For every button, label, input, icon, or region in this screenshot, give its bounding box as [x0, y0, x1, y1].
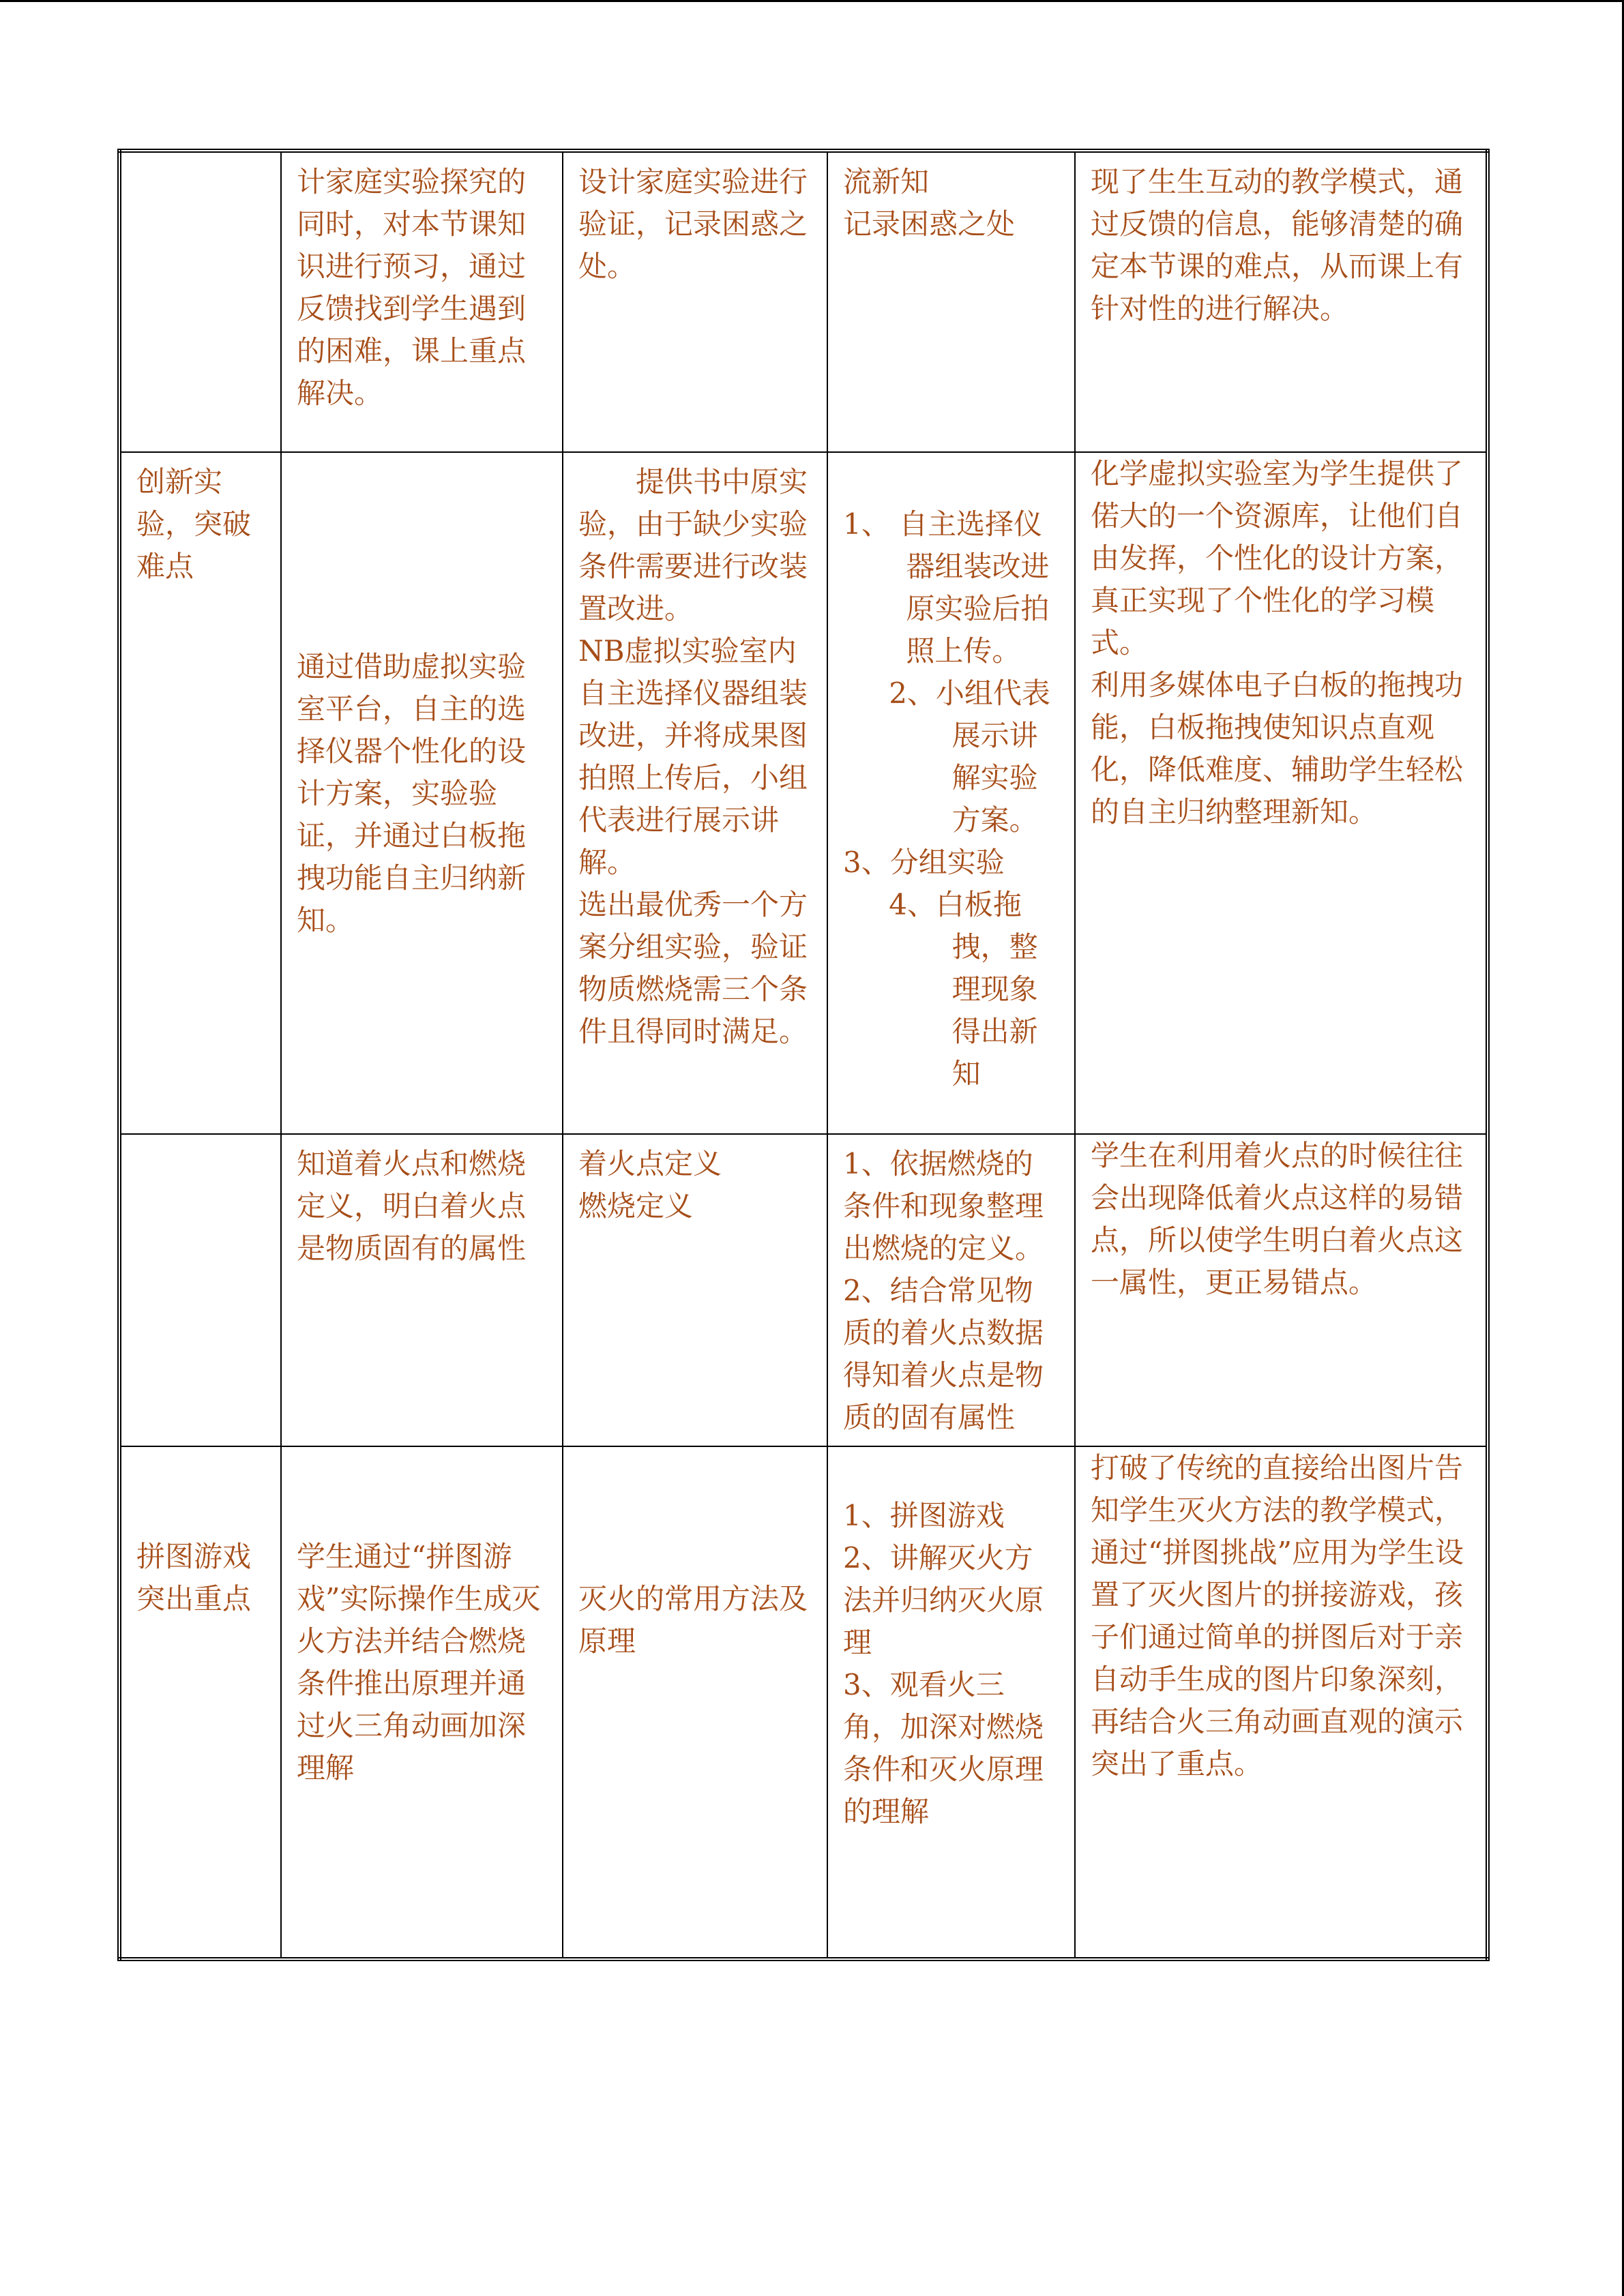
effect-text: 化学虚拟实验室为学生提供了偌大的一个资源库，让他们自由发挥，个性化的设计方案，真正实现了个性化的学习模式。	[1091, 457, 1464, 659]
activity-cell	[827, 1134, 1075, 1446]
table-row	[119, 1446, 1488, 1959]
content-text: 着火点定义	[578, 1147, 722, 1180]
table-row	[119, 452, 1488, 1134]
stage-text: 创新实验，突破难点	[136, 465, 252, 583]
effect-text: 利用多媒体电子白板的拖拽功能，白板拖拽使知识点直观化，降低难度、辅助学生轻松的自主归纳整理新知。	[1091, 668, 1464, 829]
lesson-design-table	[117, 149, 1490, 1961]
effect-text: 现了生生互动的教学模式，通过反馈的信息，能够清楚的确定本节课的难点，从而课上有针对性的进行解决。	[1091, 165, 1464, 325]
intent-cell	[281, 452, 563, 1134]
intent-text: 通过借助虚拟实验室平台，自主的选择仪器个性化的设计方案，实验验证，并通过白板拖拽功能自主归纳新知。	[297, 650, 527, 937]
activity-cell	[827, 1446, 1075, 1959]
content-cell	[563, 1134, 827, 1446]
stage-text: 拼图游戏突出重点	[136, 1540, 252, 1615]
intent-cell	[281, 1134, 563, 1446]
activity-text: 4、白板拖拽，整理现象得出新知	[889, 888, 1038, 1090]
effect-text: 打破了传统的直接给出图片告知学生灭火方法的教学模式，通过“拼图挑战”应用为学生设置了灭火图片的拼接游戏，孩子们通过简单的拼图后对于亲自动手生成的图片印象深刻，再结合火三角动画直观的演示突出了重点。	[1091, 1451, 1464, 1780]
content-text: 提供书中原实验，由于缺少实验条件需要进行改装置改进。	[578, 465, 808, 625]
intent-cell	[281, 1446, 563, 1959]
stage-cell	[119, 151, 281, 452]
activity-text: 流新知	[843, 165, 930, 198]
content-cell	[563, 1446, 827, 1959]
activity-text: 2、小组代表展示讲解实验方案。	[889, 676, 1050, 837]
content-text: 选出最优秀一个方案分组实验，验证物质燃烧需三个条件且得同时满足。	[578, 888, 808, 1048]
activity-text: 3、分组实验	[843, 846, 1005, 879]
intent-text: 知道着火点和燃烧定义，明白着火点是物质固有的属性	[297, 1147, 527, 1265]
effect-text: 学生在利用着火点的时候往往会出现降低着火点这样的易错点，所以使学生明白着火点这一属性，更正易错点。	[1091, 1139, 1464, 1299]
content-text: 设计家庭实验进行验证，记录困惑之处。	[578, 165, 808, 283]
table-row	[119, 151, 1488, 452]
page-top-border	[0, 0, 1624, 2]
stage-cell	[119, 1134, 281, 1446]
activity-cell	[827, 151, 1075, 452]
content-text: 燃烧定义	[578, 1189, 694, 1223]
content-text: 灭火的常用方法及原理	[578, 1582, 808, 1658]
activity-text: 2、结合常见物质的着火点数据得知着火点是物质的固有属性	[843, 1274, 1044, 1434]
intent-text: 计家庭实验探究的同时，对本节课知识进行预习，通过反馈找到学生遇到的困难，课上重点解决。	[297, 165, 527, 410]
stage-cell	[119, 1446, 281, 1959]
table-row	[119, 1134, 1488, 1446]
effect-cell	[1075, 1134, 1488, 1446]
activity-text: 1、拼图游戏	[843, 1499, 1005, 1532]
intent-cell	[281, 151, 563, 452]
effect-cell	[1075, 1446, 1488, 1959]
activity-cell	[827, 452, 1075, 1134]
effect-cell	[1075, 151, 1488, 452]
content-text: NB虚拟实验室内自主选择仪器组装改进，并将成果图拍照上传后，小组代表进行展示讲解。	[578, 634, 808, 879]
activity-text: 3、观看火三角，加深对燃烧条件和灭火原理的理解	[843, 1668, 1044, 1828]
effect-cell	[1075, 452, 1488, 1134]
activity-text: 1、依据燃烧的条件和现象整理出燃烧的定义。	[843, 1147, 1044, 1265]
stage-cell	[119, 452, 281, 1134]
content-cell	[563, 452, 827, 1134]
activity-text: 记录困惑之处	[843, 207, 1016, 241]
activity-text: 2、讲解灭火方法并归纳灭火原理	[843, 1541, 1044, 1659]
activity-text: 1、 自主选择仪器组装改进原实验后拍照上传。	[843, 507, 1050, 668]
content-cell	[563, 151, 827, 452]
intent-text: 学生通过“拼图游戏”实际操作生成灭火方法并结合燃烧条件推出原理并通过火三角动画加深理解	[297, 1540, 541, 1785]
